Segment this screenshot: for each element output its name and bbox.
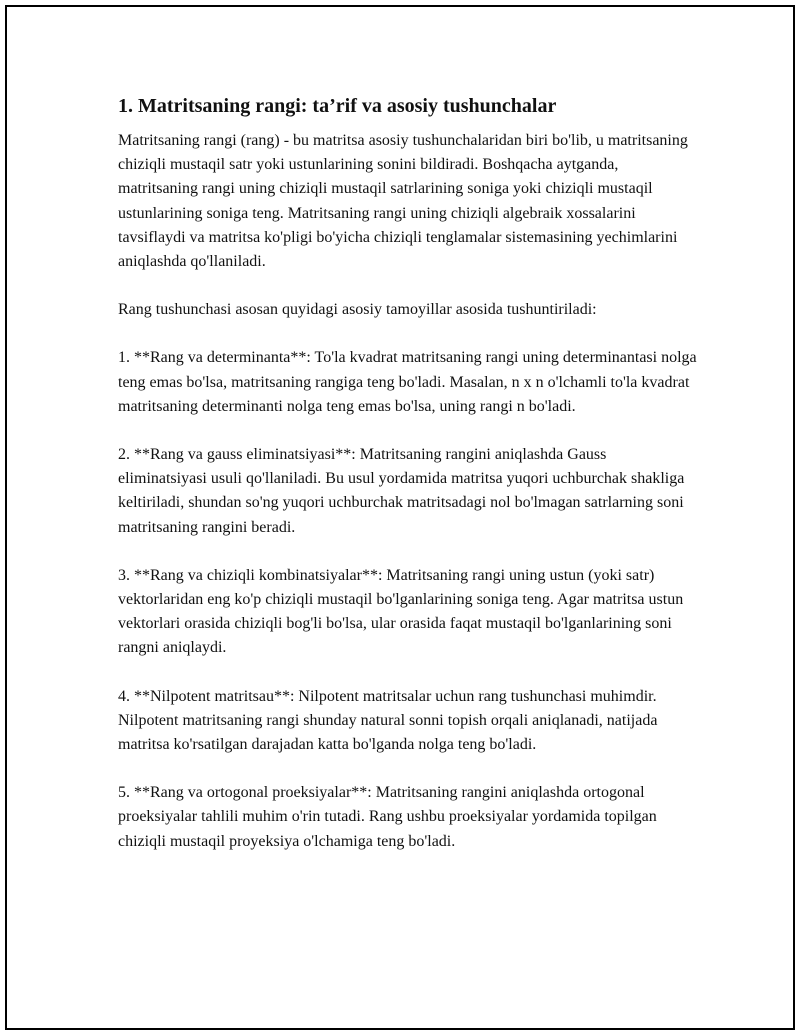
list-item: 3. **Rang va chiziqli kombinatsiyalar**: Matritsaning rangi uning ustun (yoki satr) vektorlaridan eng ko'p chiziqli mustaqil bo'lganlarining soniga teng. Agar matritsa ustun vektorlari orasida chiziqli bog'li bo'lsa, ular orasida faqat mustaqil bo'lganlarining soni rangni aniqlaydi. — [118, 566, 684, 657]
section-heading: 1. Matritsaning rangi: ta’rif va asosiy tushunchalar — [118, 95, 557, 117]
document-body — [118, 94, 698, 878]
list-item: 5. **Rang va ortogonal proeksiyalar**: Matritsaning rangini aniqlashda ortogonal proeksiyalar tahlili muhim o'rin tutadi. Rang ushbu proeksiyalar yordamida topilgan chiziqli mustaqil proyeksiya o'lchamiga teng bo'ladi. — [118, 784, 657, 850]
lead-paragraph: Rang tushunchasi asosan quyidagi asosiy tamoyillar asosida tushuntiriladi: — [118, 301, 597, 319]
intro-paragraph: Matritsaning rangi (rang) - bu matritsa asosiy tushunchalaridan biri bo'lib, u matritsaning chiziqli mustaqil satr yoki ustunlarining sonini bildiradi. Boshqacha aytganda, matritsaning rangi uning chiziqli mustaqil satrlarining soniga yoki chiziqli mustaqil ustunlarining soniga teng. Matritsaning rangi uning chiziqli algebraik xossalarini tavsiflaydi va matritsa ko'pligi bo'yicha chiziqli tenglamalar sistemasining yechimlarini aniqlashda qo'llaniladi. — [118, 132, 688, 271]
list-item: 2. **Rang va gauss eliminatsiyasi**: Matritsaning rangini aniqlashda Gauss eliminatsiyasi usuli qo'llaniladi. Bu usul yordamida matritsa yuqori uchburchak shakliga keltiriladi, shundan so'ng yuqori uchburchak matritsadagi nol bo'lmagan satrlarning soni matritsaning rangini beradi. — [118, 446, 685, 536]
list-item: 1. **Rang va determinanta**: To'la kvadrat matritsaning rangi uning determinantasi nolga teng emas bo'lsa, matritsaning rangiga teng bo'ladi. Masalan, n x n o'lchamli to'la kvadrat matritsaning determinanti nolga teng emas bo'lsa, uning rangi n bo'ladi. — [118, 349, 697, 415]
list-item: 4. **Nilpotent matritsau**: Nilpotent matritsalar uchun rang tushunchasi muhimdir. Nilpotent matritsaning rangi shunday natural sonni topish orqali aniqlanadi, natijada matritsa ko'rsatilgan darajadan katta bo'lganda nolga teng bo'ladi. — [118, 687, 658, 754]
